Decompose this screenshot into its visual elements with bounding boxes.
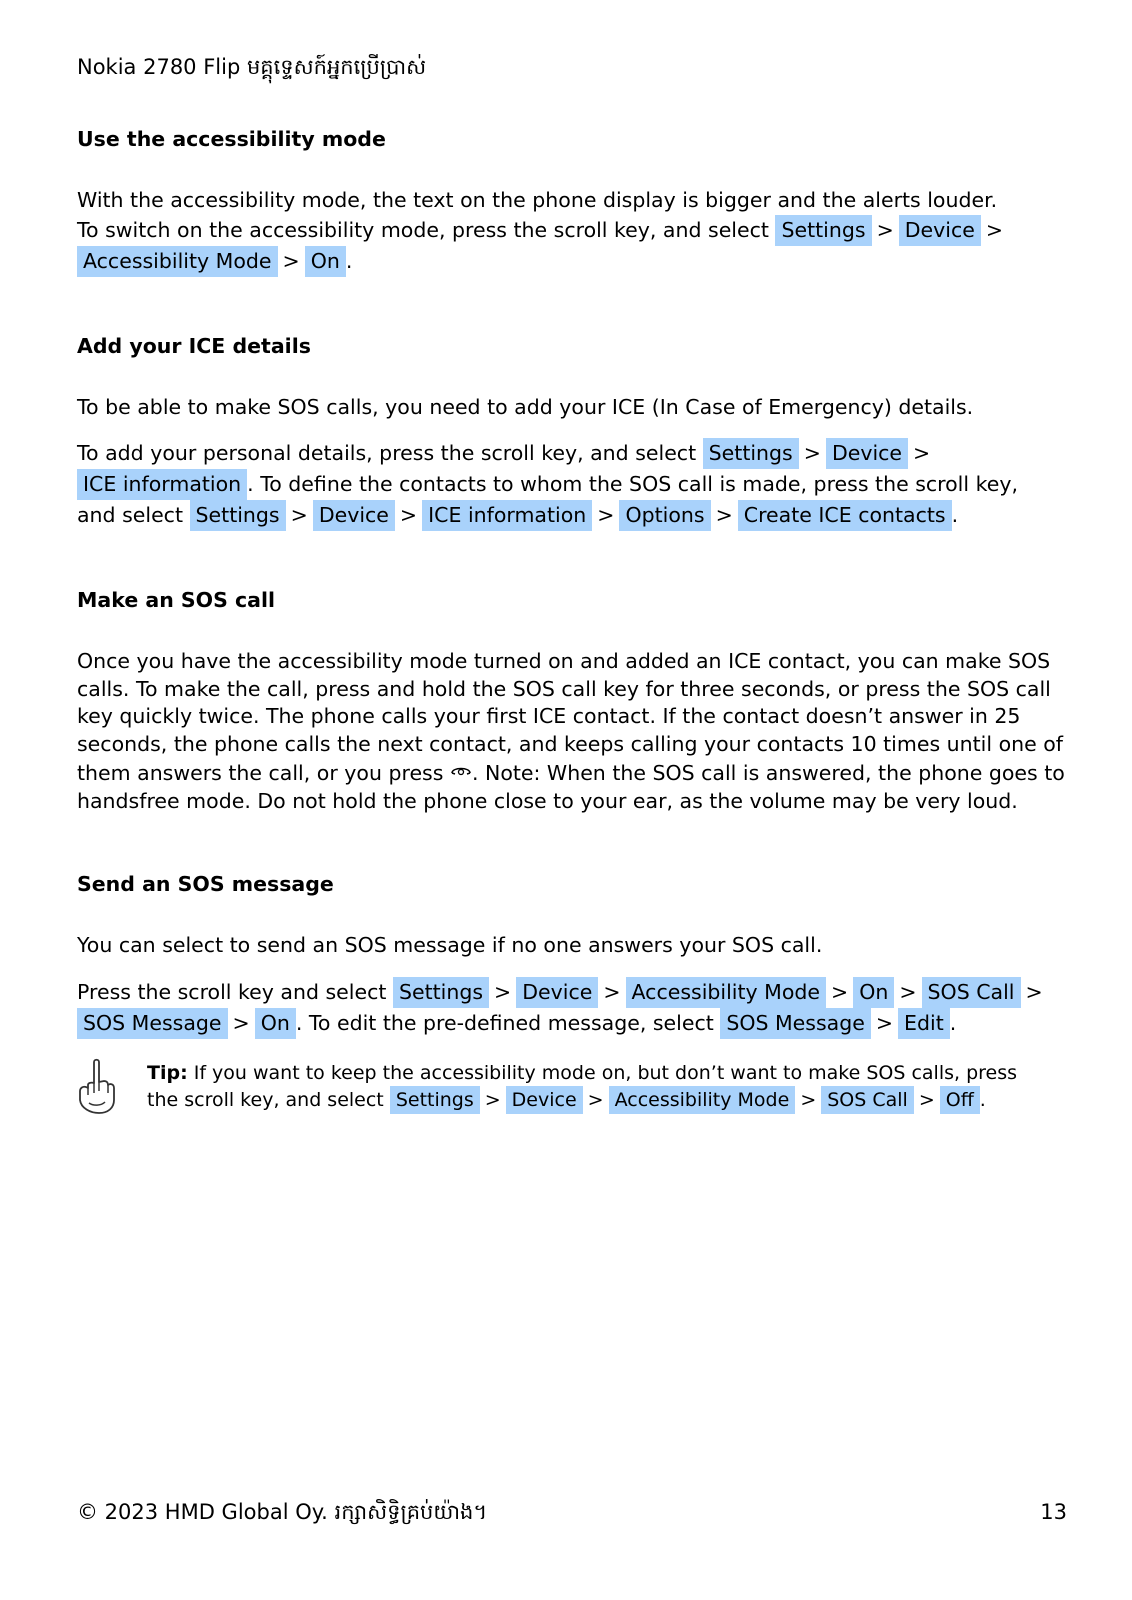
menu-path-sos-message: SOS Message bbox=[720, 1008, 871, 1039]
section-accessibility-mode bbox=[77, 124, 1067, 277]
menu-path-device: Device bbox=[899, 215, 981, 246]
paragraph: To be able to make SOS calls, you need to add your ICE (In Case of Emergency) details. bbox=[77, 394, 974, 419]
paragraph: Press the scroll key and select Settings > Device > Accessibility Mode > On > SOS Call > bbox=[77, 977, 1067, 1008]
paragraph: Once you have the accessibility mode turned on and added an ICE contact, you can make SOS bbox=[77, 649, 1051, 673]
menu-path-options: Options bbox=[619, 500, 710, 531]
section-heading: Send an SOS message bbox=[77, 872, 334, 896]
section-heading: Use the accessibility mode bbox=[77, 127, 386, 151]
text: To switch on the accessibility mode, press the scroll key, and select bbox=[77, 217, 769, 242]
menu-path-device: Device bbox=[826, 438, 908, 469]
menu-path-sos-call: SOS Call bbox=[821, 1086, 914, 1114]
menu-path-sos-call: SOS Call bbox=[922, 977, 1021, 1008]
tip-label: Tip: bbox=[147, 1061, 188, 1084]
section-ice-details bbox=[77, 331, 1067, 532]
menu-path-settings: Settings bbox=[703, 438, 799, 469]
tip-text bbox=[147, 1060, 1067, 1086]
menu-path-accessibility-mode: Accessibility Mode bbox=[77, 246, 278, 277]
menu-path-edit: Edit bbox=[898, 1008, 950, 1039]
menu-path-settings: Settings bbox=[393, 977, 489, 1008]
menu-path-create-ice-contacts: Create ICE contacts bbox=[738, 500, 952, 531]
page-footer bbox=[77, 1497, 1067, 1527]
text: . To define the contacts to whom the SOS call is made, press the scroll key, bbox=[247, 472, 1018, 496]
paragraph: To add your personal details, press the scroll key, and select Settings > Device > bbox=[77, 438, 1067, 469]
paragraph: handsfree mode. Do not hold the phone close to your ear, as the volume may be very loud. bbox=[77, 788, 1018, 813]
paragraph bbox=[77, 469, 1067, 500]
menu-path-on: On bbox=[853, 977, 894, 1008]
menu-path-ice-information: ICE information bbox=[422, 500, 592, 531]
text: and select bbox=[77, 503, 183, 527]
text: With the accessibility mode, the text on the phone display is bigger and the alerts louder. bbox=[77, 188, 998, 212]
section-heading: Add your ICE details bbox=[77, 333, 311, 358]
menu-path-ice-information: ICE information bbox=[77, 469, 247, 500]
menu-path-settings: Settings bbox=[775, 215, 871, 246]
menu-path-settings: Settings bbox=[390, 1086, 480, 1114]
tip-box bbox=[77, 1060, 1067, 1114]
menu-path-device: Device bbox=[313, 500, 395, 531]
menu-path-on: On bbox=[255, 1008, 296, 1039]
page-header: Nokia 2780 Flip មគ្គុទ្ទេសក៍អ្នកប្រើប្រាស់ bbox=[77, 55, 427, 79]
tip-text: the scroll key, and select Settings > Device > Accessibility Mode > SOS Call > Off . bbox=[147, 1086, 1067, 1114]
text: Press the scroll key and select bbox=[77, 979, 387, 1004]
paragraph bbox=[77, 187, 1067, 215]
paragraph bbox=[77, 758, 1067, 788]
menu-path-device: Device bbox=[506, 1086, 583, 1114]
paragraph: and select Settings > Device > ICE information > Options > Create ICE contacts . bbox=[77, 500, 1067, 531]
menu-path-settings: Settings bbox=[190, 500, 286, 531]
paragraph: seconds, the phone calls the next contact, and keeps calling your contacts 10 times until one of bbox=[77, 731, 1064, 756]
menu-path-sos-message: SOS Message bbox=[77, 1008, 228, 1039]
text: If you want to keep the accessibility mode on, but don’t want to make SOS calls, press bbox=[193, 1061, 1018, 1084]
end-call-key-icon bbox=[450, 758, 472, 786]
text: the scroll key, and select bbox=[147, 1088, 384, 1111]
text: . To edit the pre-defined message, select bbox=[295, 1010, 714, 1035]
menu-path-accessibility-mode: Accessibility Mode bbox=[626, 977, 827, 1008]
section-sos-call bbox=[77, 585, 1067, 815]
text: To add your personal details, press the scroll key, and select bbox=[77, 441, 697, 465]
paragraph: You can select to send an SOS message if no one answers your SOS call. bbox=[77, 933, 823, 957]
menu-path-on: On bbox=[305, 246, 346, 277]
page-content bbox=[77, 124, 1067, 1114]
menu-path-device: Device bbox=[516, 977, 598, 1008]
menu-path-off: Off bbox=[940, 1086, 980, 1114]
pointing-hand-icon bbox=[77, 1058, 117, 1116]
paragraph: calls. To make the call, press and hold the SOS call key for three seconds, or press the SOS call bbox=[77, 676, 1051, 701]
section-sos-message bbox=[77, 869, 1067, 1114]
paragraph: Accessibility Mode > On . bbox=[77, 246, 1067, 277]
paragraph: To switch on the accessibility mode, press the scroll key, and select Settings > Device > bbox=[77, 215, 1067, 246]
menu-path-accessibility-mode: Accessibility Mode bbox=[609, 1086, 796, 1114]
page-number: 13 bbox=[1040, 1500, 1067, 1524]
paragraph: key quickly twice. The phone calls your first ICE contact. If the contact doesn’t answer in 25 bbox=[77, 704, 1021, 728]
section-heading: Make an SOS call bbox=[77, 588, 276, 612]
text: . Note: When the SOS call is answered, the phone goes to bbox=[471, 761, 1065, 785]
copyright: © 2023 HMD Global Oy. រក្សាសិទ្ធិគ្រប់យ៉ាង។ bbox=[77, 1500, 488, 1524]
text: them answers the call, or you press bbox=[77, 761, 444, 785]
paragraph: SOS Message > On . To edit the pre-defined message, select SOS Message > Edit . bbox=[77, 1008, 1067, 1039]
